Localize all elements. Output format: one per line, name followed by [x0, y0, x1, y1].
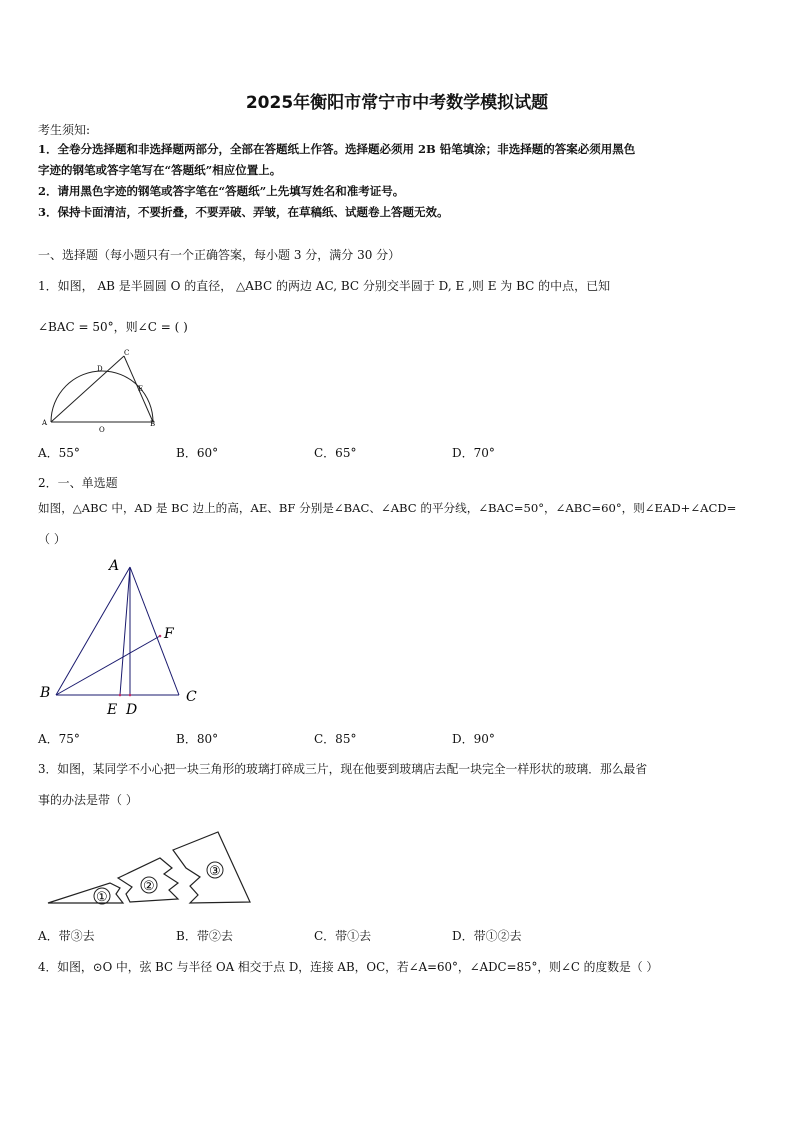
- q2-stem: 2．一、单选题: [38, 476, 118, 490]
- q2-option-d[interactable]: D．90°: [452, 732, 495, 746]
- svg-text:③: ③: [209, 864, 221, 879]
- q3-option-c[interactable]: C．带①去: [314, 929, 372, 943]
- q2-label-f: F: [164, 626, 174, 642]
- q3-stem-cont: 事的办法是带（ ）: [38, 793, 138, 807]
- q1-label-o: O: [99, 426, 105, 434]
- q2-option-b[interactable]: B．80°: [176, 732, 219, 746]
- q3-option-b[interactable]: B．带②去: [176, 929, 233, 943]
- svg-text:①: ①: [96, 890, 108, 905]
- q3-option-d[interactable]: D．带①②去: [452, 929, 522, 943]
- q1-label-d: D: [97, 365, 103, 373]
- svg-text:②: ②: [143, 879, 155, 894]
- q1-label-a: A: [42, 419, 48, 427]
- q2-label-d: D: [126, 702, 138, 718]
- q3-figure: [40, 828, 260, 908]
- q2-label-a: A: [109, 558, 120, 574]
- notice-item-2: 2．请用黑色字迹的钢笔或答字笔在“答题纸”上先填写姓名和准考证号。: [38, 184, 405, 198]
- q1-option-b[interactable]: B．60°: [176, 446, 219, 460]
- notice-item-3: 3．保持卡面清洁，不要折叠，不要弄破、弄皱，在草稿纸、试题卷上答题无效。: [38, 205, 449, 219]
- q1-label-b: B: [150, 420, 156, 428]
- section-heading: 一、选择题（每小题只有一个正确答案，每小题 3 分，满分 30 分）: [38, 248, 401, 262]
- q1-stem: 1．如图， AB 是半圆圆 O 的直径， △ABC 的两边 AC, BC 分别交半圆于 D, E ,则 E 为 BC 的中点，已知: [38, 279, 611, 293]
- q1-option-a[interactable]: A．55°: [38, 446, 80, 460]
- q2-stem-paren: （ ）: [38, 532, 66, 546]
- piece-3-label: [207, 862, 223, 879]
- piece-2-label: [141, 877, 157, 894]
- q1-label-e: E: [138, 385, 144, 393]
- q2-label-c: C: [186, 689, 197, 705]
- q2-option-a[interactable]: A．75°: [38, 732, 80, 746]
- q1-label-c: C: [124, 349, 130, 357]
- q3-option-a[interactable]: A．带③去: [38, 929, 95, 943]
- q1-option-c[interactable]: C．65°: [314, 446, 357, 460]
- notice-heading: 考生须知:: [38, 123, 91, 137]
- q2-stem-cont: 如图，△ABC 中，AD 是 BC 边上的高，AE、BF 分别是∠BAC、∠ABC 的平分线，∠BAC=50°，∠ABC=60°，则∠EAD+∠ACD=: [38, 501, 737, 515]
- piece-1-label: [94, 888, 110, 905]
- page-title: 2025年衡阳市常宁市中考数学模拟试题: [245, 93, 549, 113]
- q1-figure: [40, 348, 170, 433]
- q2-figure: [38, 555, 208, 720]
- q2-option-c[interactable]: C．85°: [314, 732, 357, 746]
- q3-stem: 3．如图，某同学不小心把一块三角形的玻璃打碎成三片，现在他要到玻璃店去配一块完全一样形状的玻璃．那么最省: [38, 762, 648, 776]
- notice-item-1-cont: 字迹的钢笔或答字笔写在“答题纸”相应位置上。: [38, 163, 282, 177]
- q1-option-d[interactable]: D．70°: [452, 446, 495, 460]
- q2-label-b: B: [40, 685, 51, 701]
- q4-stem: 4．如图，⊙O 中，弦 BC 与半径 OA 相交于点 D，连接 AB，OC，若∠A=60°，∠ADC=85°，则∠C 的度数是（ ）: [38, 960, 659, 974]
- notice-item-1: 1．全卷分选择题和非选择题两部分，全部在答题纸上作答。选择题必须用 2B 铅笔填涂；非选择题的答案必须用黑色: [38, 142, 636, 156]
- q1-stem-cont: ∠BAC = 50°，则∠C = ( ): [38, 320, 188, 334]
- q2-label-e: E: [107, 702, 118, 718]
